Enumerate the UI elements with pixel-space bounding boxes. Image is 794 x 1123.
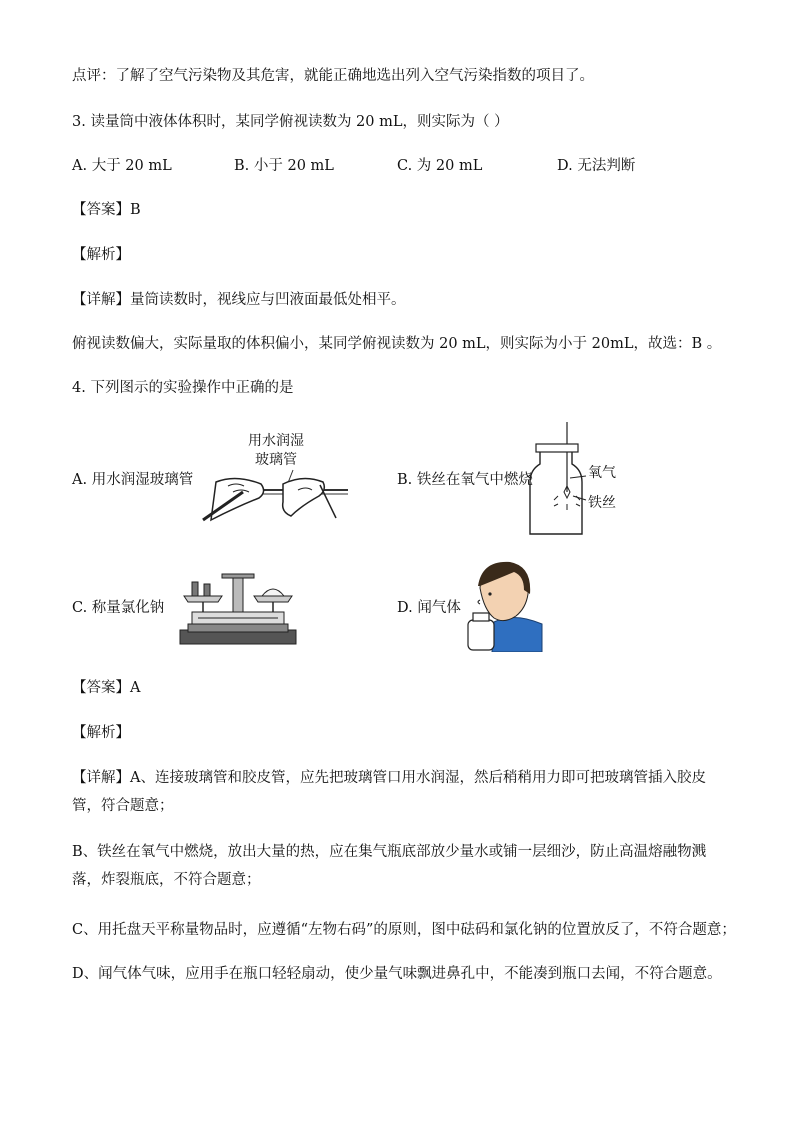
- q3-detail-1: 【详解】量筒读数时，视线应与凹液面最低处相平。: [72, 292, 406, 308]
- q4-stem: 4. 下列图示的实验操作中正确的是: [72, 380, 294, 396]
- q4-detail-b: B、铁丝在氧气中燃烧，放出大量的热，应在集气瓶底部放少量水或铺一层细沙，防止高温熔融物溅落，炸裂瓶底，不符合题意；: [72, 844, 707, 888]
- q3-stem: 3. 读量筒中液体体积时，某同学俯视读数为 20 mL，则实际为（ ）: [72, 114, 509, 130]
- q4-option-c: C. 称量氯化钠: [72, 600, 165, 616]
- figure-c: [178, 570, 298, 646]
- figure-d: [464, 560, 544, 652]
- q3-option-a: A. 大于 20 mL: [72, 158, 172, 174]
- q4-answer: 【答案】A: [72, 680, 141, 696]
- balance-scale-illustration: [178, 570, 298, 646]
- q4-analysis: 【解析】: [72, 725, 130, 741]
- q4-option-a: A. 用水润湿玻璃管: [72, 472, 194, 488]
- q4-detail-c: C、用托盘天平称量物品时，应遵循“左物右码”的原则，图中砝码和氯化钠的位置放反了，不符合题意；: [72, 922, 736, 938]
- q4-option-b: B. 铁丝在氧气中燃烧: [397, 472, 533, 488]
- figure-b-label-oxygen: 氧气: [588, 465, 616, 481]
- q4-detail-d: D、闻气体气味，应用手在瓶口轻轻扇动，使少量气味飘进鼻孔中，不能凑到瓶口去闻，不符合题意。: [72, 966, 722, 982]
- q3-detail-2: 俯视读数偏大，实际量取的体积偏小，某同学俯视读数为 20 mL，则实际为小于 20mL，故选：B 。: [72, 336, 722, 352]
- q3-answer: 【答案】B: [72, 202, 141, 218]
- smelling-gas-illustration: [464, 560, 544, 652]
- figure-b: [528, 422, 628, 537]
- q3-analysis: 【解析】: [72, 247, 130, 263]
- comment-line: 点评：了解了空气污染物及其危害，就能正确地选出列入空气污染指数的项目了。: [72, 68, 594, 84]
- q3-option-c: C. 为 20 mL: [397, 158, 483, 174]
- figure-a-caption-1: 用水润湿: [248, 433, 304, 449]
- q3-option-b: B. 小于 20 mL: [234, 158, 334, 174]
- q4-option-d: D. 闻气体: [397, 600, 461, 616]
- q4-detail-a: 【详解】A、连接玻璃管和胶皮管，应先把玻璃管口用水润湿，然后稍稍用力即可把玻璃管插入胶皮管，符合题意；: [72, 770, 706, 814]
- moisten-glass-tube-illustration: [198, 430, 353, 530]
- figure-a: [198, 430, 353, 530]
- figure-b-label-iron-wire: 铁丝: [588, 495, 616, 511]
- figure-a-caption-2: 玻璃管: [255, 452, 297, 468]
- q3-option-d: D. 无法判断: [557, 158, 636, 174]
